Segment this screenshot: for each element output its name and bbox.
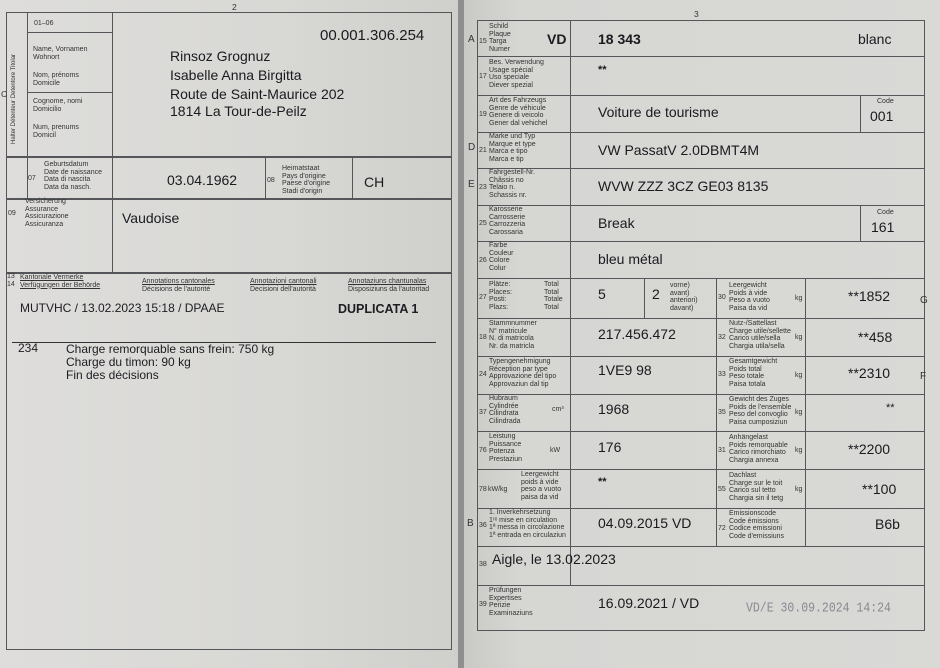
cantonal-label-rm: Annotaziuns chantunalas Disposiziuns da l'autoritad xyxy=(348,278,430,293)
row-35: 35 xyxy=(718,409,726,416)
letter-a: A xyxy=(468,34,475,45)
body-label: Karosserie Carrosserie Carrozzeria Carossaria xyxy=(489,206,526,236)
code-label: Code xyxy=(877,209,894,216)
special-usage-value: ** xyxy=(598,64,607,76)
row-30: 30 xyxy=(718,294,726,301)
power-weight-value: ** xyxy=(598,476,607,488)
duplicata-label: DUPLICATA 1 xyxy=(338,302,419,316)
displacement-label: Hubraum Cylindrée Cilindrata Cilindrada xyxy=(489,395,521,425)
towing-label: Anhängelast Poids remorquable Carico rimorchiato Chargia annexa xyxy=(729,434,788,464)
inspection-stamp: VD/E 30.09.2024 14:24 xyxy=(746,600,891,617)
detenteur-side-label: Halter Détenteur Detentore Titolar xyxy=(11,53,17,144)
row-13-14: 13 14 xyxy=(7,273,15,288)
holder-street: Route de Saint-Maurice 202 xyxy=(170,86,345,102)
holder-given-names: Isabelle Anna Birgitta xyxy=(170,67,302,83)
unit-kw-kg: kW/kg xyxy=(488,486,508,493)
code-label: Code xyxy=(877,98,894,105)
special-usage-label: Bes. Verwendung Usage spécial Uso speciale Diever spezial xyxy=(489,59,544,89)
row-36: 36 xyxy=(479,522,487,529)
chassis-label: Fahrgestell-Nr. Châssis no Telaio n. Schassis nr. xyxy=(489,169,535,199)
cantonal-label-fr: Annotations cantonales Décisions de l'autorité xyxy=(142,278,215,293)
body-code: 161 xyxy=(871,219,895,235)
seats-total: 5 xyxy=(598,286,606,302)
row-code-c: C xyxy=(1,89,8,99)
num-label: Num, prenums Domicil xyxy=(33,124,79,139)
row-27: 27 xyxy=(479,294,487,301)
chassis-value: WVW ZZZ 3CZ GE03 8135 xyxy=(598,178,769,194)
row-19: 19 xyxy=(479,111,487,118)
matricule-label: Stammnummer N° matricule N. di matricola Nr. da matricla xyxy=(489,320,537,350)
name-label: Name, Vornamen Wohnort xyxy=(33,46,88,61)
row-32: 32 xyxy=(718,334,726,341)
power: 176 xyxy=(598,439,622,455)
row-07: 07 xyxy=(28,175,36,182)
birth-date: 03.04.1962 xyxy=(167,172,238,188)
nom-label: Nom, prénoms Domicile xyxy=(33,72,79,87)
letter-f: F xyxy=(920,371,927,382)
seats-total-label: Total Total Totale Total xyxy=(544,281,563,311)
unit-kg: kg xyxy=(795,372,803,379)
towing-load: **2200 xyxy=(848,441,891,457)
color-value: bleu métal xyxy=(598,251,663,267)
row-24: 24 xyxy=(479,371,487,378)
roof-load-label: Dachlast Charge sur le toit Carico sul tetto Chargia sin il tetg xyxy=(729,472,784,502)
power-weight-label: Leergewicht poids à vide peso a vuoto paisa da vid xyxy=(521,471,562,501)
first-registration-label: 1. Inverkehrsetzung 1ʳᵉ mise en circulation 1ª messa in circolazione 1ª entrada en circulaziun xyxy=(489,509,566,539)
letter-e: E xyxy=(468,179,475,190)
section-code: 01–06 xyxy=(34,20,54,27)
mutation-line: MUTVHC / 13.02.2023 15:18 / DPAAE xyxy=(20,301,225,315)
total-weight: **2310 xyxy=(848,365,891,381)
right-page xyxy=(464,0,940,668)
origin-value: CH xyxy=(364,174,385,190)
train-weight-label: Gewicht des Zuges Poids de l'ensemble Peso del convoglio Paisa cumposiziun xyxy=(729,396,792,426)
emission-code-label: Emissionscode Code émissions Codice emissioni Code d'emissiuns xyxy=(729,510,785,540)
row-37: 37 xyxy=(479,409,487,416)
cantonal-label-it: Annotazioni cantonali Decisioni dell'autorità xyxy=(250,278,317,293)
unit-kg: kg xyxy=(795,486,803,493)
insurance-row xyxy=(6,199,452,273)
vehicle-kind-code: 001 xyxy=(870,108,894,124)
row-21: 21 xyxy=(479,147,487,154)
row-78: 78 xyxy=(479,486,487,493)
holder-city: 1814 La Tour-de-Peilz xyxy=(170,103,307,119)
remarks xyxy=(66,343,274,382)
row-39: 39 xyxy=(479,601,487,608)
left-page xyxy=(0,0,458,668)
insurance-value: Vaudoise xyxy=(122,210,180,226)
first-registration: 04.09.2015 VD xyxy=(598,515,692,531)
vehicle-kind-label: Art des Fahrzeugs Genre de véhicule Genere di veicolo Gener dal vehichel xyxy=(489,97,548,127)
row-23: 23 xyxy=(479,184,487,191)
holder-name: Rinsoz Grognuz xyxy=(170,48,271,64)
letter-g: G xyxy=(920,295,928,306)
insurance-label: Versicherung Assurance Assicurazione Assicuranza xyxy=(25,198,69,228)
empty-weight-label: Leergewicht Poids à vide Peso a vuoto Paisa da vid xyxy=(729,282,770,312)
unit-kw: kW xyxy=(550,447,561,454)
plate-label: Schild Plaque Targa Numer xyxy=(489,23,511,53)
row-18: 18 xyxy=(479,334,487,341)
row-38: 38 xyxy=(479,561,487,568)
displacement: 1968 xyxy=(598,401,630,417)
seats-front: 2 xyxy=(652,286,660,302)
cantonal-label-de: Kantonale Vermerke Verfügungen der Behörde xyxy=(20,274,101,289)
unit-kg: kg xyxy=(795,409,803,416)
row-09: 09 xyxy=(8,210,16,217)
row-72: 72 xyxy=(718,525,726,532)
type-approval-value: 1VE9 98 xyxy=(598,362,652,378)
color-label: Farbe Couleur Colore Colur xyxy=(489,242,514,272)
power-label: Leistung Puissance Potenza Prestaziun xyxy=(489,433,523,463)
remark-line: Charge remorquable sans frein: 750 kg xyxy=(66,342,275,356)
seats-front-label: vorne) avant) anteriori) davant) xyxy=(670,282,698,312)
roof-load: **100 xyxy=(862,481,897,497)
make-type-label: Marke und Typ Marque et type Marca e tipo Marca e tip xyxy=(489,133,536,163)
emission-code: B6b xyxy=(875,516,900,532)
row-55: 55 xyxy=(718,486,726,493)
remark-line: Charge du timon: 90 kg xyxy=(66,355,191,369)
plate-canton: VD xyxy=(547,31,567,47)
holder-number: 00.001.306.254 xyxy=(320,27,425,44)
inspection-label: Prüfungen Expertises Perizie Examinaziuns xyxy=(489,587,533,617)
payload-label: Nutz-/Sattellast Charge utile/sellette Carico utile/sella Chargia utila/sella xyxy=(729,320,791,350)
make-type-value: VW PassatV 2.0DBMT4M xyxy=(598,142,760,158)
unit-kg: kg xyxy=(795,334,803,341)
vehicle-kind-value: Voiture de tourisme xyxy=(598,104,719,120)
matricule-value: 217.456.472 xyxy=(598,326,676,342)
page-number-left: 2 xyxy=(232,2,237,12)
row-15: 15 xyxy=(479,38,487,45)
place-date: Aigle, le 13.02.2023 xyxy=(492,551,616,567)
payload: **458 xyxy=(858,329,893,345)
empty-weight: **1852 xyxy=(848,288,891,304)
plate-number: 18 343 xyxy=(598,31,641,47)
unit-kg: kg xyxy=(795,447,803,454)
cognome-label: Cognome, nomi Domicilio xyxy=(33,98,83,113)
page-number-right: 3 xyxy=(694,9,699,19)
row-76: 76 xyxy=(479,447,487,454)
type-approval-label: Typengenehmigung Réception par type Approvazione del tipo Approvaziun dal tip xyxy=(489,358,557,388)
unit-cm3: cm³ xyxy=(552,406,564,413)
letter-d: D xyxy=(468,142,476,153)
row-31: 31 xyxy=(718,447,726,454)
origin-label: Heimatstaat Pays d'origine Paese d'origine Stadi d'origin xyxy=(282,165,331,195)
birth-label: Geburtsdatum Date de naissance Data di nascita Data da nasch. xyxy=(44,161,102,191)
cantonal-block xyxy=(6,273,452,650)
total-weight-label: Gesamtgewicht Poids total Peso totale Paisa totala xyxy=(729,358,778,388)
row-26: 26 xyxy=(479,257,487,264)
last-inspection: 16.09.2021 / VD xyxy=(598,595,700,611)
row-17: 17 xyxy=(479,73,487,80)
row-08: 08 xyxy=(267,177,275,184)
remark-code-234: 234 xyxy=(18,341,39,355)
plate-color: blanc xyxy=(858,31,892,47)
row-25: 25 xyxy=(479,220,487,227)
remark-line: Fin des décisions xyxy=(66,368,159,382)
seats-label: Plätze: Places: Posti: Plazs: xyxy=(489,281,512,311)
train-weight: ** xyxy=(886,402,895,414)
letter-b: B xyxy=(467,518,474,529)
row-33: 33 xyxy=(718,371,726,378)
unit-kg: kg xyxy=(795,295,803,302)
body-value: Break xyxy=(598,215,635,231)
